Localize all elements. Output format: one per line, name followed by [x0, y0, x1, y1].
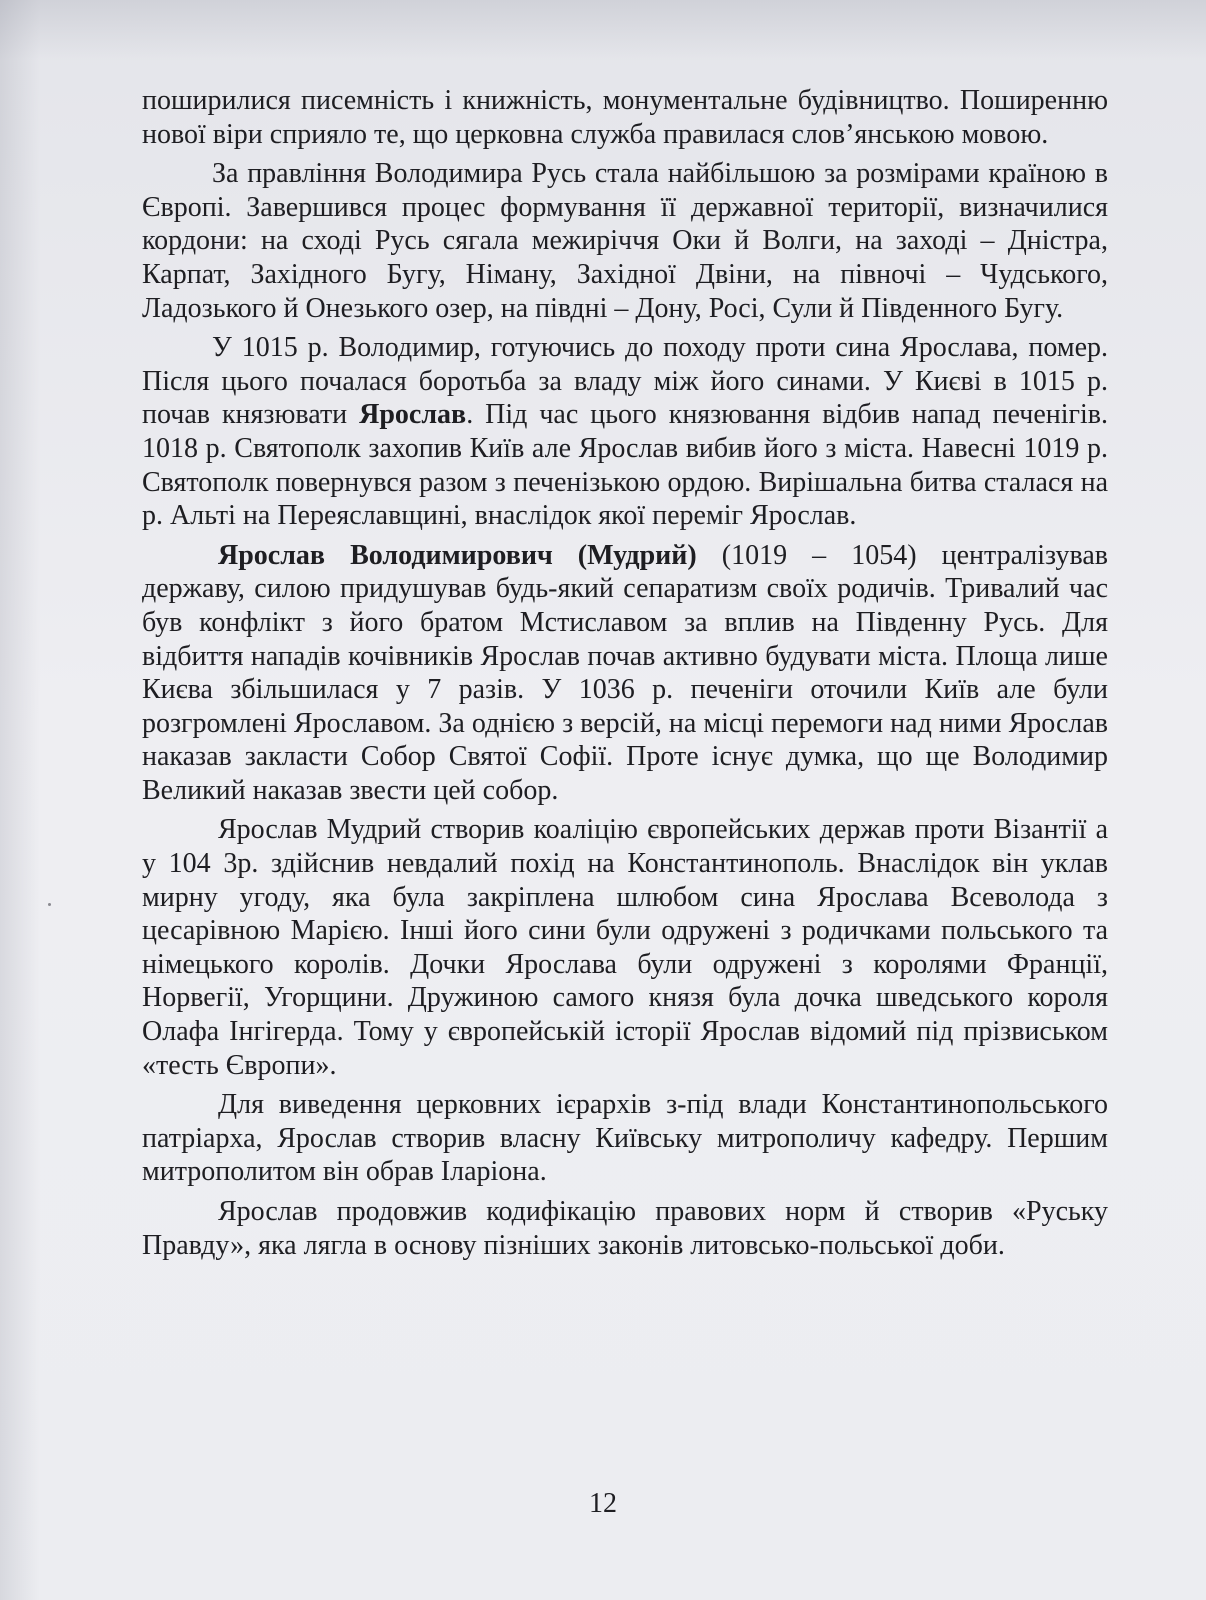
text-run: (1019 – 1054) централізував державу, силою придушував будь-який сепаратизм своїх родичів. Тривалий час був конфлікт з його братом Мстиславом за вплив на Південну Русь. Для відбиття нападів кочівників Ярослав почав активно будувати міста. Площа лише Києва збільшилася у 7 разів. У 1036 р. печеніги оточили Київ але були розгромлені Ярославом. За однією з версій, на місці перемоги над ними Ярослав наказав закласти Собор Святої Софії. Проте існує думка, що ще Володимир Великий наказав звести цей собор. [142, 539, 1108, 806]
text-run: За правління Володимира Русь стала найбільшою за розмірами країною в Європі. Завершився процес формування її державної території, визначилися кордони: на сході Русь сягала межиріччя Оки й Волги, на заході – Дністра, Карпат, Західного Бугу, Німану, Західної Двіни, на півночі – Чудського, Ладозького й Онезького озер, на півдні – Дону, Росі, Сули й Південного Бугу. [142, 158, 1108, 324]
bold-text-run: Ярослав Володимирович (Мудрий) [218, 539, 697, 571]
text-run: Ярослав Мудрий створив коаліцію європейських держав проти Візантії а у 104 3р. здійснив невдалий похід на Константинополь. Внаслідок він уклав мирну угоду, яка була закріплена шлюбом сина Ярослава Всеволода з цесарівною Марією. Інші його сини були одружені з родичками польського та німецького королів. Дочки Ярослава були одружені з королями Франції, Норвегії, Угорщини. Дружиною самого князя була дочка шведського короля Олафа Інгігерда. Тому у європейській історії Ярослав відомий під прізвиськом «тесть Європи». [142, 814, 1108, 1081]
paragraph [142, 1195, 1108, 1262]
paragraph [142, 157, 1108, 325]
scan-speck [48, 903, 51, 906]
paragraph [142, 331, 1108, 533]
paragraph [142, 84, 1108, 151]
text-run: У 1015 р. Володимир, готуючись до походу проти сина Ярослава, помер. Після цього почалася боротьба за владу між його синами. У Києві в 1015 р. почав князювати [142, 332, 1108, 431]
body-text [142, 84, 1108, 1268]
paragraph [142, 539, 1108, 808]
text-run: . Під час цього князювання відбив напад печенігів. 1018 р. Святополк захопив Київ але Ярослав вибив його з міста. Навесні 1019 р. Святополк повернувся разом з печенізькою ордою. Вирішальна битва сталася на р. Альті на Переяславщині, внаслідок якої переміг Ярослав. [142, 399, 1109, 532]
paragraph [142, 813, 1108, 1082]
text-run: Для виведення церковних ієрархів з-під влади Константинопольського патріарха, Ярослав створив власну Київську митрополичу кафедру. Першим митрополитом він обрав Іларіона. [142, 1089, 1108, 1188]
page-shadow-left [0, 0, 40, 1600]
page-number: 12 [589, 1488, 617, 1519]
bold-text-run: Ярослав [359, 399, 467, 431]
text-run: Ярослав продовжив кодифікацію правових норм й створив «Руську Правду», яка лягла в основу пізніших законів литовсько-польської доби. [142, 1196, 1108, 1261]
page-shadow-top [0, 0, 1206, 60]
text-run: поширилися писемність і книжність, монументальне будівництво. Поширенню нової віри сприяло те, що церковна служба правилася слов’янською мовою. [142, 85, 1108, 150]
paragraph [142, 1088, 1108, 1189]
